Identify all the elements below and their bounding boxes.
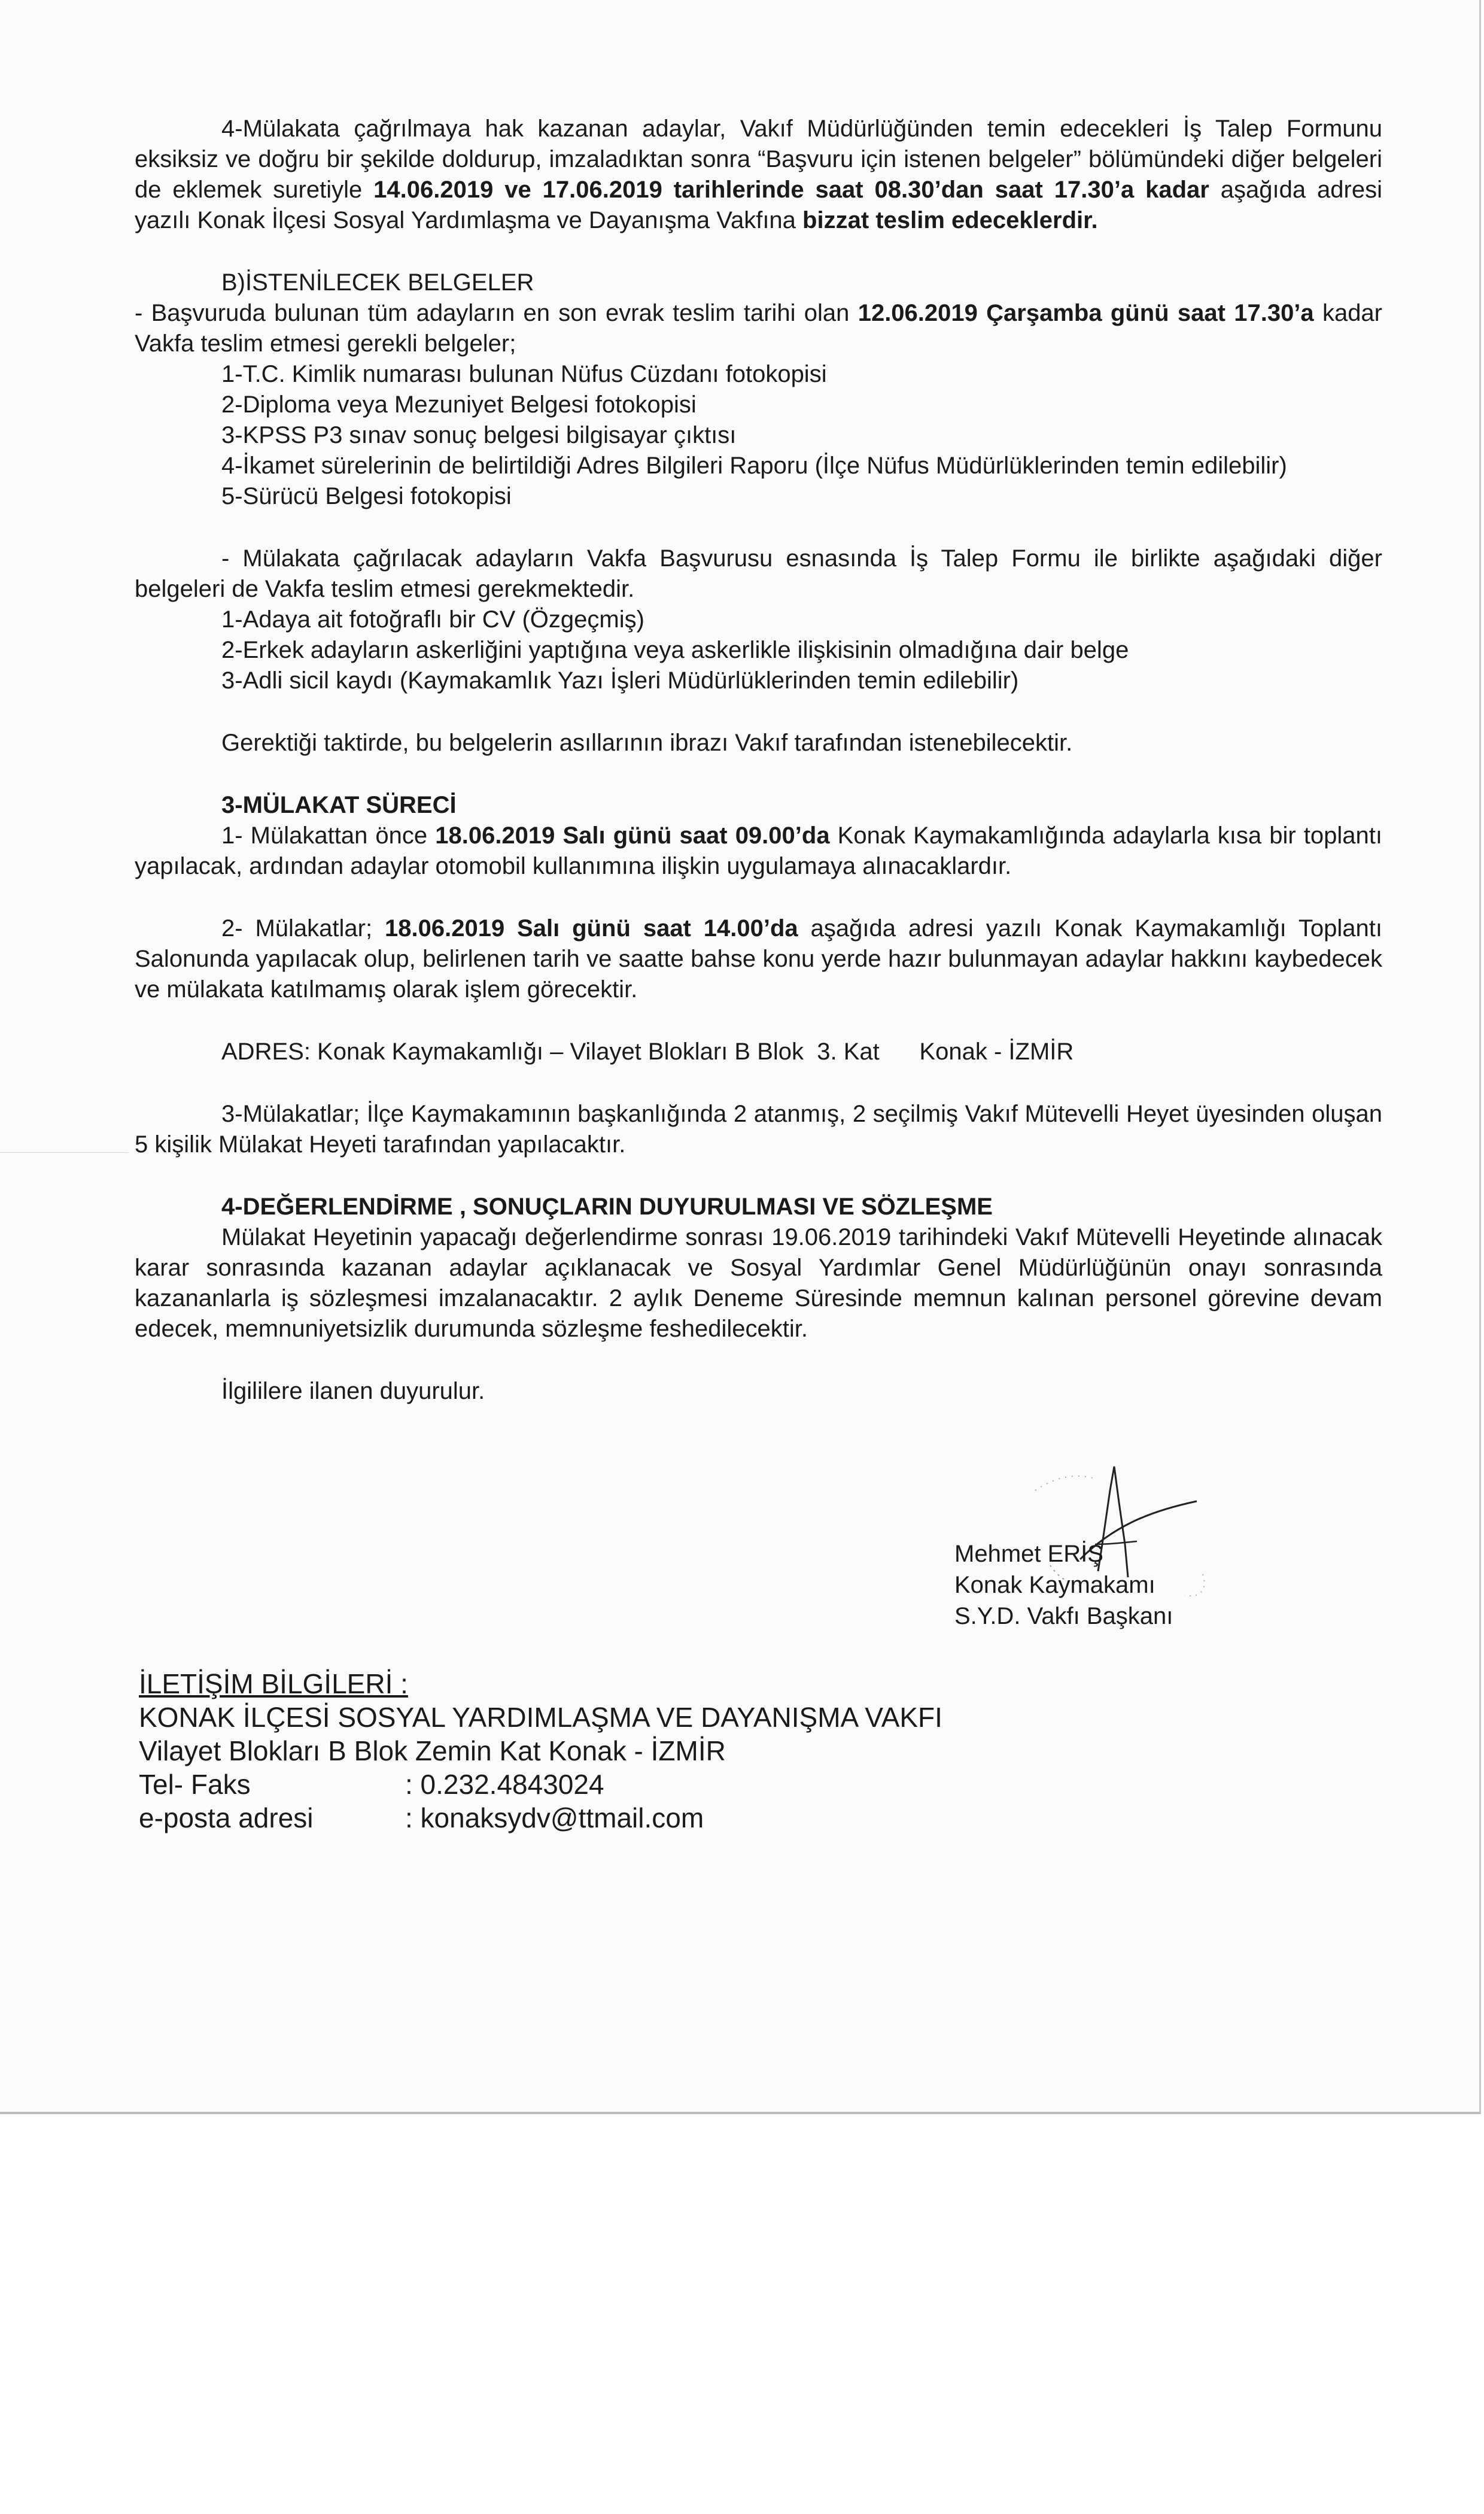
bold-text: 12.06.2019 Çarşamba günü saat 17.30’a xyxy=(857,300,1314,326)
section-b-note: Gerektiği taktirde, bu belgelerin asıllarının ibrazı Vakıf tarafından istenebilecektir. xyxy=(221,730,1073,756)
contact-org: KONAK İLÇESİ SOSYAL YARDIMLAŞMA VE DAYANIŞMA VAKFI xyxy=(139,1702,942,1733)
section-3-item-3: 3-Mülakatlar; İlçe Kaymakamının başkanlığında 2 atanmış, 2 seçilmiş Vakıf Mütevelli Heyet üyesinden oluşan 5 kişilik Mülakat Heyeti tarafından yapılacaktır. xyxy=(135,1101,1382,1158)
text: 4-Mülakata çağrılmaya hak kazanan adaylar, Vakıf Müdürlüğünden temin edecekleri İş Talep Formunu eksiksiz ve doğru bir şekilde doldurup, imzaladıktan sonra “Başvuru için istenen belgeler” bölümündeki diğer belgeleri de eklemek suretiyle xyxy=(135,116,1382,203)
signature-block xyxy=(954,1538,1173,1632)
email-value: : konaksydv@ttmail.com xyxy=(405,1802,704,1833)
scan-artifact-line xyxy=(0,1152,129,1153)
bold-text: 18.06.2019 Salı günü saat 09.00’da xyxy=(435,822,830,849)
bold-text: 18.06.2019 Salı günü saat 14.00’da xyxy=(385,915,798,942)
text: 2- Mülakatlar; xyxy=(221,915,385,942)
signer-name: Mehmet ERİŞ xyxy=(954,1541,1103,1567)
signer-title: Konak Kaymakamı xyxy=(954,1572,1155,1598)
phone-label: Tel- Faks xyxy=(139,1769,251,1800)
doc-item: 4-İkamet sürelerinin de belirtildiği Adres Bilgileri Raporu (İlçe Nüfus Müdürlüklerinden temin edilebilir) xyxy=(221,453,1287,479)
text: aşağıda adresi yazılı Konak İlçesi Sosyal Yardımlaşma ve Dayanışma Vakfına xyxy=(135,177,1383,233)
text: 1- Mülakattan önce xyxy=(221,822,436,849)
email-label: e-posta adresi xyxy=(139,1802,314,1833)
bold-text: 14.06.2019 ve 17.06.2019 tarihlerinde saat 08.30’dan saat 17.30’a kadar xyxy=(373,177,1209,203)
doc-item: 2-Diploma veya Mezuniyet Belgesi fotokopisi xyxy=(221,391,697,418)
doc-item: 5-Sürücü Belgesi fotokopisi xyxy=(221,483,512,509)
meeting-address: ADRES: Konak Kaymakamlığı – Vilayet Blokları B Blok 3. Kat Konak - İZMİR xyxy=(221,1039,1074,1065)
text: aşağıda adresi yazılı Konak Kaymakamlığı Toplantı Salonunda yapılacak olup, belirlenen tarih ve saatte bahse konu yerde hazır bulunmayan adaylar hakkını kaybedecek ve mülakata katılmamış olarak işlem görecektir. xyxy=(135,915,1383,1003)
section-b-intro-2: - Mülakata çağrılacak adayların Vakfa Başvurusu esnasında İş Talep Formu ile birlikte aşağıdaki diğer belgeleri de Vakfa teslim etmesi gerekmektedir. xyxy=(135,545,1382,602)
phone-value: : 0.232.4843024 xyxy=(405,1769,604,1800)
closing-line: İlgililere ilanen duyurulur. xyxy=(221,1378,485,1404)
section-3-item-1 xyxy=(135,821,1382,882)
doc-item: 3-Adli sicil kaydı (Kaymakamlık Yazı İşleri Müdürlüklerinden temin edilebilir) xyxy=(221,667,1019,694)
bold-text: bizzat teslim edeceklerdir. xyxy=(802,207,1098,233)
section-4-body: Mülakat Heyetinin yapacağı değerlendirme sonrası 19.06.2019 tarihindeki Vakıf Mütevelli Heyetinde alınacak karar sonrasında kazanan adaylar açıklanacak ve Sosyal Yardımlar Genel Müdürlüğünün onayı sonrasında kazananlarla iş sözleşmesi imzalanacaktır. 2 aylık Deneme Süresinde memnun kalınan personel görevine devam edecek, memnuniyetsizlik durumunda sözleşme feshedilecektir. xyxy=(135,1224,1382,1342)
contact-address: Vilayet Blokları B Blok Zemin Kat Konak - İZMİR xyxy=(139,1735,726,1766)
signer-title-2: S.Y.D. Vakfı Başkanı xyxy=(954,1603,1173,1629)
section-b-heading: B)İSTENİLECEK BELGELER xyxy=(221,269,534,296)
document-body xyxy=(135,114,1382,1407)
doc-item: 1-Adaya ait fotoğraflı bir CV (Özgeçmiş) xyxy=(221,606,644,633)
contact-email-row xyxy=(139,1801,942,1835)
section-b-intro xyxy=(135,298,1382,359)
doc-item: 1-T.C. Kimlik numarası bulunan Nüfus Cüzdanı fotokopisi xyxy=(221,361,827,387)
doc-item: 2-Erkek adayların askerliğini yaptığına veya askerlikle ilişkisinin olmadığına dair belge xyxy=(221,637,1129,663)
contact-info xyxy=(139,1667,942,1835)
section-4-heading: 4-DEĞERLENDİRME , SONUÇLARIN DUYURULMASI VE SÖZLEŞME xyxy=(221,1194,993,1220)
contact-phone-row xyxy=(139,1768,942,1801)
section-3-heading: 3-MÜLAKAT SÜRECİ xyxy=(221,792,457,818)
text: Konak Kaymakamlığında adaylarla kısa bir toplantı yapılacak, ardından adaylar otomobil kullanımına ilişkin uygulamaya alınacaklardır. xyxy=(135,822,1382,879)
section-3-item-2 xyxy=(135,913,1382,1005)
text: - Başvuruda bulunan tüm adayların en son evrak teslim tarihi olan xyxy=(135,300,858,326)
contact-heading: İLETİŞİM BİLGİLERİ : xyxy=(139,1668,408,1699)
doc-item: 3-KPSS P3 sınav sonuç belgesi bilgisayar çıktısı xyxy=(221,422,737,448)
paragraph-4 xyxy=(135,114,1382,236)
text: kadar Vakfa teslim etmesi gerekli belgeler; xyxy=(135,300,1383,357)
